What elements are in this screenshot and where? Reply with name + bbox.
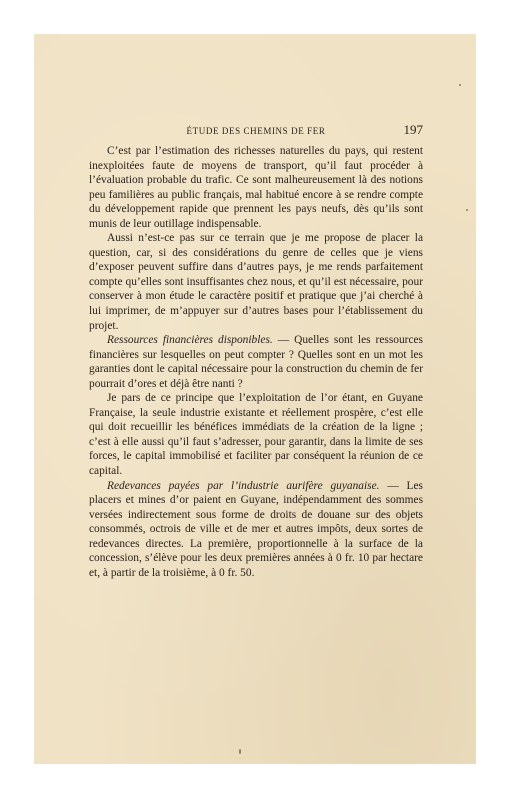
paragraph-text: — Les placers et mines d’or paient en Guyane, indépendamment des sommes versées indirectement sous forme de droits de douane sur des objets consommés, octrois de ville et de mer et autres impôts, deux sortes de redevances directes. La première, proportionnelle à la surface de la concession, s’élève pour les deux premières années à 0 fr. 10 par hectare et, à partir de la troisième, à 0 fr. 50. bbox=[89, 479, 423, 579]
paragraph bbox=[89, 333, 423, 391]
paragraph-text: Je pars de ce principe que l’exploitation de l’or étant, en Guyane Française, la seule industrie existante et réellement prospère, c’est elle qui doit recueillir les bénéfices immédiats de la création de la ligne ; c’est à elle aussi qu’il faut s’adresser, pour garantir, dans la limite de ses forces, le capital immobilisé et faciliter par conséquent la réunion de ce capital. bbox=[89, 392, 423, 478]
page-header bbox=[89, 122, 423, 138]
paragraph bbox=[89, 144, 423, 231]
body-text bbox=[89, 144, 423, 580]
paragraph bbox=[89, 479, 423, 581]
paper-speck bbox=[459, 84, 461, 86]
paragraph-text: C’est par l’estimation des richesses naturelles du pays, qui restent inexploitées faute de moyens de transport, qu’il faut procéder à l’évaluation probable du trafic. Ce sont malheureusement là des notions peu familières au public français, mal habitué encore à se rendre compte du développement rapide que prennent les pays neufs, dès qu’ils sont munis de leur outillage indispensable. bbox=[89, 145, 423, 230]
paragraph bbox=[89, 231, 423, 333]
paper-speck bbox=[466, 209, 468, 211]
page-number: 197 bbox=[403, 122, 423, 137]
running-head: ÉTUDE DES CHEMINS DE FER bbox=[186, 126, 326, 136]
book-page bbox=[34, 34, 476, 764]
paragraph-text: Aussi n’est-ce pas sur ce terrain que je me propose de placer la question, car, si des considérations du genre de celles que je viens d’exposer peuvent suffire dans d’autres pays, je me rends parfaitement compte qu’elles sont insuffisantes chez nous, et qu’il est nécessaire, pour conserver à mon étude le caractère positif et pratique que j’ai cherché à lui imprimer, de m’appuyer sur d’autres bases pour l’établissement du projet. bbox=[89, 232, 423, 332]
section-subhead: Redevances payées par l’industrie aurifère guyanaise. bbox=[107, 479, 380, 492]
paragraph bbox=[89, 391, 423, 478]
paper-speck bbox=[239, 749, 241, 754]
paragraph-text: — Quelles sont les ressources financières sur lesquelles on peut compter ? Quelles sont en un mot les garanties dont le capital nécessaire pour la construction du chemin de fer pourrait d’ores et déjà être nanti ? bbox=[89, 334, 423, 390]
section-subhead: Ressources financières disponibles. bbox=[107, 334, 273, 347]
